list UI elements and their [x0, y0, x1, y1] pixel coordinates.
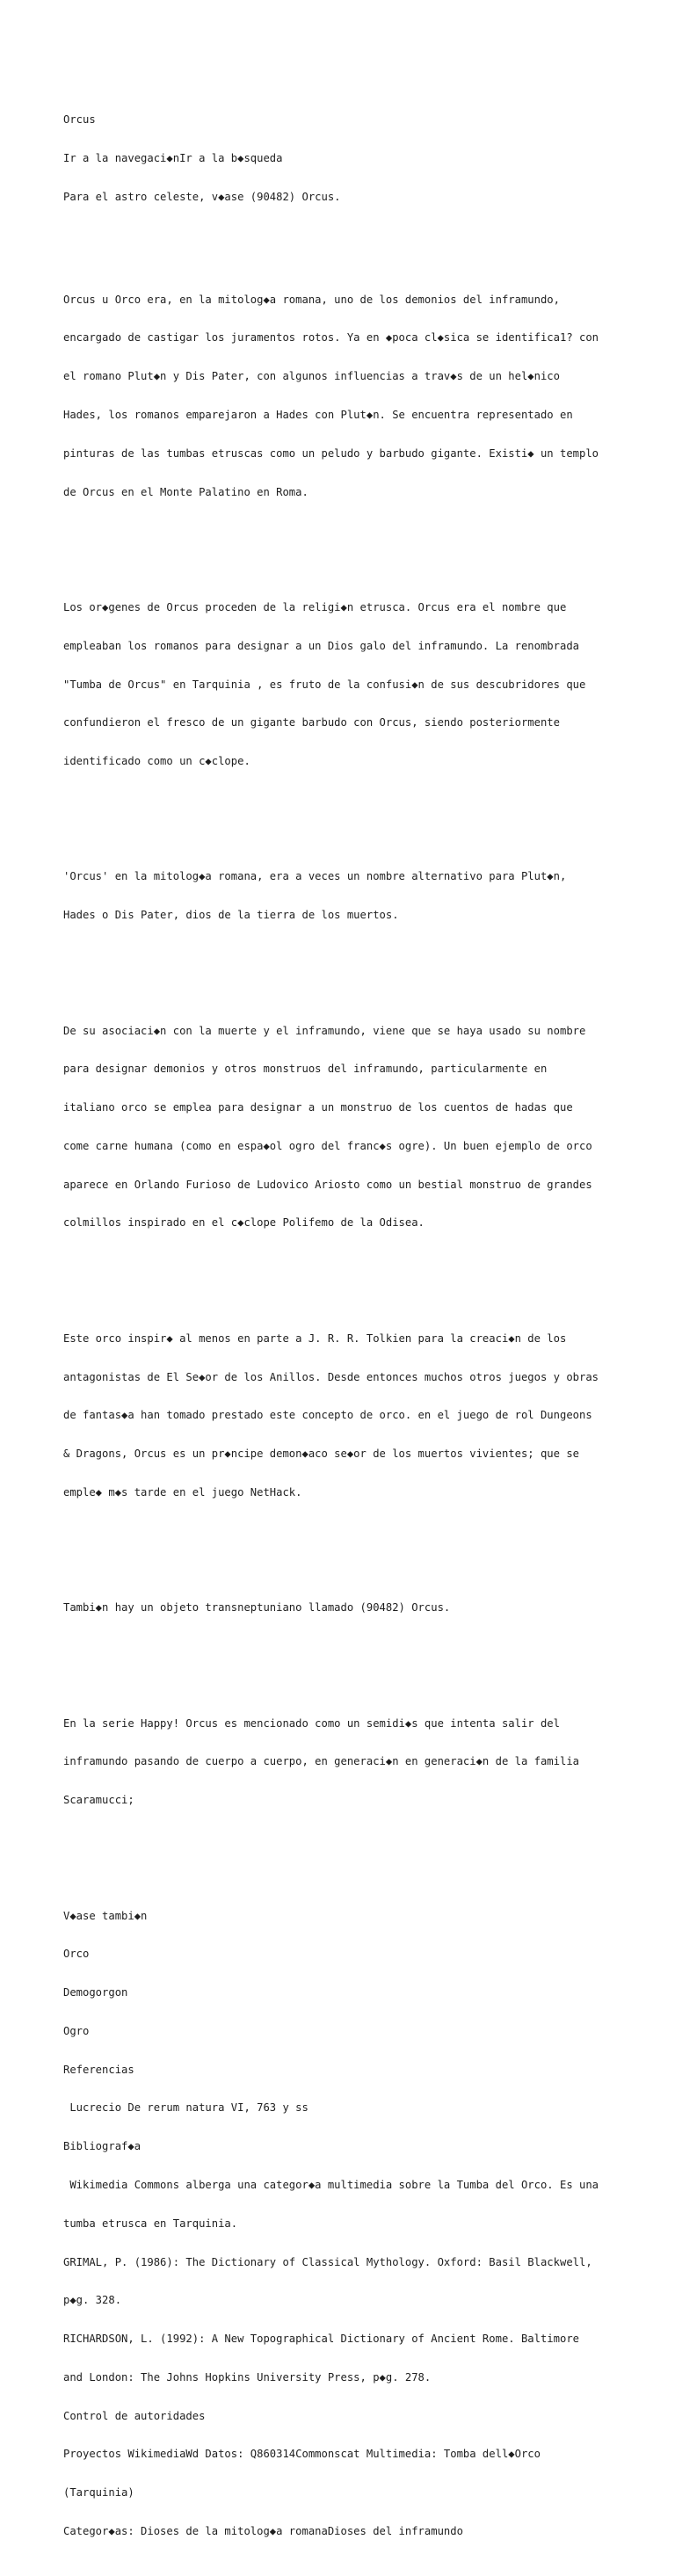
wikimedia-projects-line: (Tarquinia) [63, 2486, 134, 2500]
text-line: italiano orco se emplea para designar a un monstruo de los cuentos de hadas que [63, 1101, 573, 1114]
text-line: Los or◆genes de Orcus proceden de la religi◆n etrusca. Orcus era el nombre que [63, 600, 567, 613]
wikimedia-projects-line: Proyectos WikimediaWd Datos: Q860314Commonscat Multimedia: Tomba dell◆Orco [63, 2448, 541, 2461]
navigation-links: Ir a la navegaci◆nIr a la b◆squeda [63, 152, 283, 165]
text-line: De su asociaci◆n con la muerte y el inframundo, viene que se haya usado su nombre [63, 1024, 586, 1037]
paragraph-association [63, 998, 617, 1255]
text-line: pinturas de las tumbas etruscas como un peludo y barbudo gigante. Existi◆ un templo [63, 446, 599, 460]
text-line: identificado como un c◆clope. [63, 755, 250, 768]
bibliography-item: GRIMAL, P. (1986): The Dictionary of Classical Mythology. Oxford: Basil Blackwell, [63, 2255, 592, 2268]
text-line: & Dragons, Orcus es un pr◆ncipe demon◆aco se◆or de los muertos vivientes; que se [63, 1448, 579, 1461]
text-line: "Tumba de Orcus" en Tarquinia , es fruto de la confusi◆n de sus descubridores que [63, 678, 586, 691]
text-line: inframundo pasando de cuerpo a cuerpo, en generaci◆n en generaci◆n de la familia [63, 1755, 579, 1768]
disambiguation-note: Para el astro celeste, v◆ase (90482) Orcus. [63, 190, 341, 203]
text-line: Hades o Dis Pater, dios de la tierra de los muertos. [63, 909, 399, 922]
text-line: empleaban los romanos para designar a un Dios galo del inframundo. La renombrada [63, 639, 579, 652]
text-line: Orcus u Orco era, en la mitolog◆a romana, uno de los demonios del inframundo, [63, 293, 560, 306]
bibliography-item: p◆g. 328. [63, 2294, 122, 2307]
document-page [63, 62, 617, 2576]
text-line: Tambi◆n hay un objeto transneptuniano llamado (90482) Orcus. [63, 1601, 451, 1615]
bibliography-heading: Bibliograf◆a [63, 2140, 142, 2153]
text-line: confundieron el fresco de un gigante barbudo con Orcus, siendo posteriormente [63, 716, 560, 729]
text-line: de Orcus en el Monte Palatino en Roma. [63, 485, 308, 498]
reference-item: Lucrecio De rerum natura VI, 763 y ss [63, 2101, 308, 2115]
header-block [63, 88, 617, 229]
references-heading: Referencias [63, 2063, 134, 2076]
bibliography-item: tumba etrusca en Tarquinia. [63, 2217, 238, 2230]
categories-line: Categor◆as: Dioses de la mitolog◆a romanaDioses del inframundo [63, 2525, 463, 2537]
paragraph-transneptunian [63, 1576, 617, 1640]
text-line: 'Orcus' en la mitolog◆a romana, era a veces un nombre alternativo para Plut◆n, [63, 870, 567, 883]
paragraph-tolkien [63, 1307, 617, 1525]
bibliography-item: and London: The Johns Hopkins University Press, p◆g. 278. [63, 2370, 432, 2384]
text-line: de fantas◆a han tomado prestado este concepto de orco. en el juego de rol Dungeons [63, 1409, 592, 1422]
text-line: Scaramucci; [63, 1794, 134, 1807]
authority-control-heading: Control de autoridades [63, 2409, 206, 2422]
paragraph-happy-series [63, 1691, 617, 1832]
see-also-link-ogro[interactable]: Ogro [63, 2024, 90, 2037]
see-also-link-demogorgon[interactable]: Demogorgon [63, 1986, 128, 1999]
bibliography-item: Wikimedia Commons alberga una categor◆a multimedia sobre la Tumba del Orco. Es una [63, 2178, 599, 2191]
text-line: antagonistas de El Se◆or de los Anillos. Desde entonces muchos otros juegos y obras [63, 1370, 599, 1383]
text-line: aparece en Orlando Furioso de Ludovico Ariosto como un bestial monstruo de grandes [63, 1178, 592, 1191]
paragraph-origins [63, 576, 617, 794]
bibliography-item: RICHARDSON, L. (1992): A New Topographical Dictionary of Ancient Rome. Baltimore [63, 2333, 579, 2346]
text-line: el romano Plut◆n y Dis Pater, con algunos influencias a trav◆s de un hel◆nico [63, 370, 560, 383]
text-line: Este orco inspir◆ al menos en parte a J. R. R. Tolkien para la creaci◆n de los [63, 1332, 567, 1345]
text-line: colmillos inspirado en el c◆clope Polifemo de la Odisea. [63, 1216, 425, 1230]
text-line: para designar demonios y otros monstruos del inframundo, particularmente en [63, 1063, 548, 1076]
text-line: En la serie Happy! Orcus es mencionado como un semidi◆s que intenta salir del [63, 1716, 560, 1730]
footer-block [63, 1883, 617, 2563]
paragraph-alternative-name [63, 845, 617, 947]
text-line: encargado de castigar los juramentos rotos. Ya en ◆poca cl◆sica se identifica1? con [63, 331, 599, 345]
see-also-heading: V◆ase tambi◆n [63, 1909, 148, 1922]
see-also-link-orco[interactable]: Orco [63, 1948, 90, 1961]
text-line: Hades, los romanos emparejaron a Hades con Plut◆n. Se encuentra representado en [63, 409, 573, 422]
text-line: emple◆ m◆s tarde en el juego NetHack. [63, 1485, 302, 1498]
document-title: Orcus [63, 113, 96, 127]
text-line: come carne humana (como en espa◆ol ogro del franc◆s ogre). Un buen ejemplo de orco [63, 1139, 592, 1152]
paragraph-intro [63, 268, 617, 525]
